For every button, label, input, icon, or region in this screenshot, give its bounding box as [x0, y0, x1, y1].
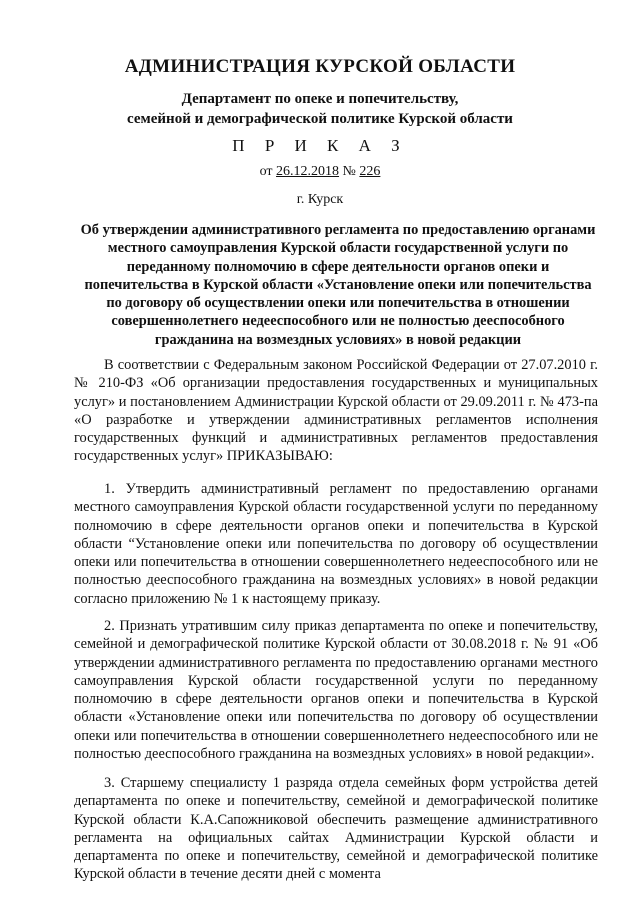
order-heading: П Р И К А З — [232, 136, 408, 155]
city: г. Курск — [296, 192, 344, 207]
date-prefix: от — [259, 164, 273, 179]
department-line-1: Департамент по опеке и попечительству, — [181, 91, 459, 107]
order-date: 26.12.2018 — [276, 164, 340, 179]
order-number: 226 — [359, 164, 381, 179]
number-prefix: № — [342, 164, 356, 179]
item-2-paragraph: 2. Признать утратившим силу приказ департамента по опеке и попечительству, семейной и демографической политике Курской области от 30.08.2018 г. № 91 «Об утверждении административного регламента по предоставлению органами местного самоуправления Курской области государственной услуги по переданному полномочию в сфере деятельности органов опеки и попечительства в Курской области «Установление опеки или попечительства по договору об осуществлении опеки или попечительства в отношении совершеннолетнего недееспособного или не полностью дееспособного гражданина на возмездных условиях» в новой редакции». — [74, 618, 598, 763]
item-3-paragraph: 3. Старшему специалисту 1 разряда отдела семейных форм устройства детей департамента по опеке и попечительству, семейной и демографической политике Курской области К.А.Сапожниковой обеспечить размещение административного регламента на официальных сайтах Администрации Курской области и департамента по опеке и попечительству, семейной и демографической политике Курской области в течение десяти дней с момента — [74, 775, 598, 883]
organization-title: АДМИНИСТРАЦИЯ КУРСКОЙ ОБЛАСТИ — [124, 56, 516, 77]
department-name — [0, 89, 640, 129]
preamble-paragraph: В соответствии с Федеральным законом Российской Федерации от 27.07.2010 г. № 210-ФЗ «Об организации предоставления государственных и муниципальных услуг» и постановлением Администрации Курской области от 29.09.2011 г. № 473-па «О разработке и утверждении административных регламентов исполнения государственных функций и административных регламентов предоставления государственных услуг» ПРИКАЗЫВАЮ: — [74, 357, 598, 465]
order-date-number — [0, 164, 640, 180]
order-subject: Об утверждении административного регламента по предоставлению органами местного самоуправления Курской области государственной услуги по переданному полномочию в сфере деятельности органов опеки и попечительства в Курской области «Установление опеки или попечительства по договору об осуществлении опеки или попечительства в отношении совершеннолетнего недееспособного или не полностью дееспособного гражданина на возмездных условиях» в новой редакции — [80, 222, 596, 348]
department-line-2: семейной и демографической политике Курской области — [127, 111, 513, 127]
item-1-paragraph: 1. Утвердить административный регламент по предоставлению органами местного самоуправления Курской области государственной услуги по переданному полномочию в сфере деятельности органов опеки и попечительства в Курской области “Установление опеки или попечительства по договору об осуществлении опеки или попечительства в отношении совершеннолетнего недееспособного или не полностью дееспособного гражданина на возмездных условиях» в новой редакции согласно приложению № 1 к настоящему приказу. — [74, 481, 598, 607]
